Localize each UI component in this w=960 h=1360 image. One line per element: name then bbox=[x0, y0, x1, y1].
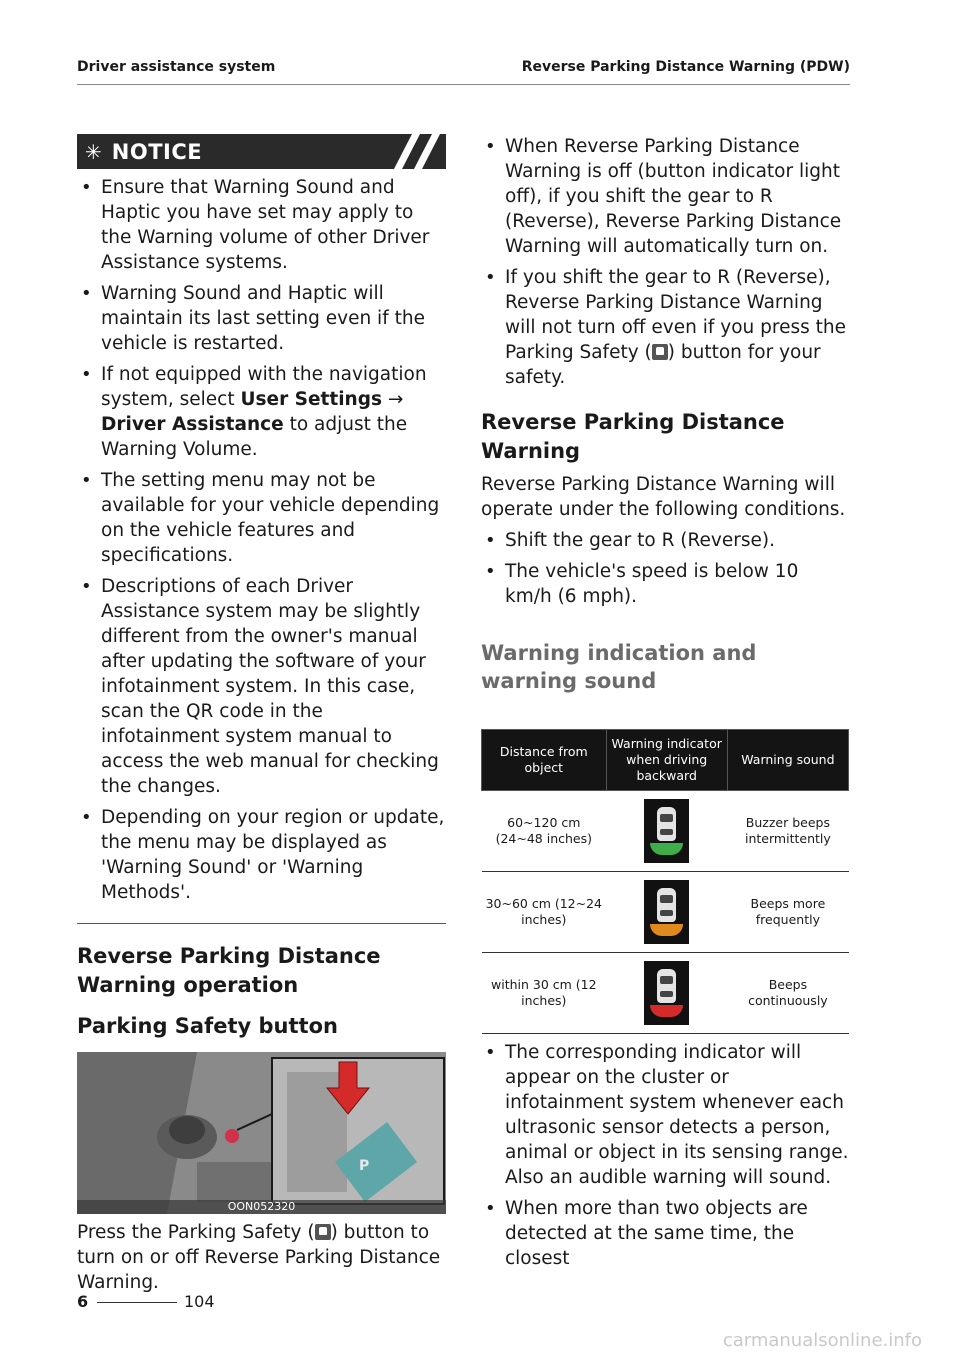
section-heading-operation: Reverse Parking Distance Warning operation bbox=[77, 944, 381, 997]
intro-item bbox=[481, 265, 849, 390]
parking-safety-paragraph bbox=[77, 1220, 446, 1295]
menu-driver-assistance: Driver Assistance bbox=[101, 414, 284, 435]
sound-cell: Beeps continuously bbox=[727, 953, 848, 1034]
warning-table bbox=[481, 729, 849, 1034]
notice-item: • Ensure that Warning Sound and Haptic you have set may apply to the Warning volume of other Driver Assistance systems. bbox=[77, 175, 446, 275]
parking-safety-icon bbox=[652, 344, 668, 360]
conditions-list bbox=[481, 528, 849, 609]
arrow-separator: → bbox=[381, 389, 404, 410]
sound-cell: Buzzer beeps intermittently bbox=[727, 791, 848, 872]
notice-item-text: to adjust the Warning Volume. bbox=[101, 414, 408, 460]
notice-item: • Descriptions of each Driver Assistance system may be slightly different from the owner's manual after updating the software of your infotainment system. In this case, scan the QR code in the infotainment system manual to access the web manual for checking the changes. bbox=[77, 574, 446, 799]
sensor-arc bbox=[650, 1005, 683, 1017]
sensor-arc bbox=[650, 843, 683, 855]
table-header-indicator: Warning indicator when driving backward bbox=[606, 730, 727, 791]
running-header-right: Reverse Parking Distance Warning (PDW) bbox=[521, 59, 850, 75]
notice-item: • Warning Sound and Haptic will maintain its last setting even if the vehicle is restarted. bbox=[77, 281, 446, 356]
table-row bbox=[482, 872, 849, 953]
photo-caption: OON052320 bbox=[77, 1200, 446, 1214]
distance-cell: 60~120 cm (24~48 inches) bbox=[482, 791, 607, 872]
condition-item: • The vehicle's speed is below 10 km/h (6 mph). bbox=[481, 559, 849, 609]
table-row bbox=[482, 791, 849, 872]
intro-item-text: If you shift the gear to R (Reverse), Reverse Parking Distance Warning will not turn off even if you press the Parking Safety ( bbox=[505, 267, 846, 363]
right-column bbox=[481, 134, 849, 1271]
running-header-left: Driver assistance system bbox=[77, 59, 276, 75]
chapter-number: 6 bbox=[77, 1292, 89, 1311]
page-number: 104 bbox=[184, 1292, 215, 1311]
console-illustration bbox=[77, 1052, 446, 1214]
asterisk-icon: ✳ bbox=[85, 139, 102, 164]
indicator-cell bbox=[606, 791, 727, 872]
rpdw-intro: Reverse Parking Distance Warning will operate under the following conditions. bbox=[481, 474, 846, 520]
menu-user-settings: User Settings bbox=[240, 389, 382, 410]
sound-cell: Beeps more frequently bbox=[727, 872, 848, 953]
notice-item-text: If not equipped with the navigation system, select bbox=[101, 364, 427, 410]
notice-divider bbox=[77, 923, 446, 924]
intro-item-text: ) button for your safety. bbox=[505, 342, 821, 388]
section-heading-rpdw: Reverse Parking Distance Warning bbox=[481, 410, 785, 463]
intro-list bbox=[481, 134, 849, 390]
table-header-distance: Distance from object bbox=[482, 730, 607, 791]
sensor-arc bbox=[650, 924, 683, 936]
svg-text:P: P bbox=[359, 1158, 370, 1174]
notice-title: NOTICE bbox=[111, 139, 203, 164]
parking-safety-icon bbox=[315, 1224, 331, 1240]
intro-item: • When Reverse Parking Distance Warning is off (button indicator light off), if you shift the gear to R (Reverse), Reverse Parking Distance Warning will automatically turn on. bbox=[481, 134, 849, 259]
notice-list bbox=[77, 175, 446, 905]
table-row bbox=[482, 953, 849, 1034]
distance-cell: within 30 cm (12 inches) bbox=[482, 953, 607, 1034]
left-column bbox=[77, 134, 446, 1295]
indicator-cell bbox=[606, 872, 727, 953]
car-sensor-icon bbox=[644, 880, 689, 944]
indicator-cell bbox=[606, 953, 727, 1034]
note-item: • The corresponding indicator will appear on the cluster or infotainment system whenever each ultrasonic sensor detects a person, animal or object in its sensing range. Also an audible warning will sound. bbox=[481, 1040, 849, 1190]
table-header-sound: Warning sound bbox=[727, 730, 848, 791]
distance-cell: 30~60 cm (12~24 inches) bbox=[482, 872, 607, 953]
notice-item: • The setting menu may not be available for your vehicle depending on the vehicle features and specifications. bbox=[77, 468, 446, 568]
note-item: • When more than two objects are detected at the same time, the closest bbox=[481, 1196, 849, 1271]
notes-list bbox=[481, 1040, 849, 1271]
car-sensor-icon bbox=[644, 799, 689, 863]
condition-item: • Shift the gear to R (Reverse). bbox=[481, 528, 849, 553]
paragraph-text: Press the Parking Safety ( bbox=[77, 1222, 315, 1243]
notice-item: • Depending on your region or update, the menu may be displayed as 'Warning Sound' or 'Warning Methods'. bbox=[77, 805, 446, 905]
watermark: carmanualsonline.info bbox=[722, 1330, 922, 1351]
footer-rule bbox=[97, 1302, 177, 1303]
paragraph-text: ) button to turn on or off Reverse Parking Distance Warning. bbox=[77, 1222, 441, 1293]
table-header-row bbox=[482, 730, 849, 791]
notice-bar bbox=[77, 134, 446, 169]
header-rule bbox=[77, 84, 850, 85]
parking-safety-button-photo bbox=[77, 1052, 446, 1214]
notice-item bbox=[77, 362, 446, 462]
double-slash-icon bbox=[386, 134, 446, 169]
car-sensor-icon bbox=[644, 961, 689, 1025]
subheading-parking-safety-button: Parking Safety button bbox=[77, 1014, 338, 1038]
warning-indication-heading: Warning indication and warning sound bbox=[481, 641, 757, 693]
